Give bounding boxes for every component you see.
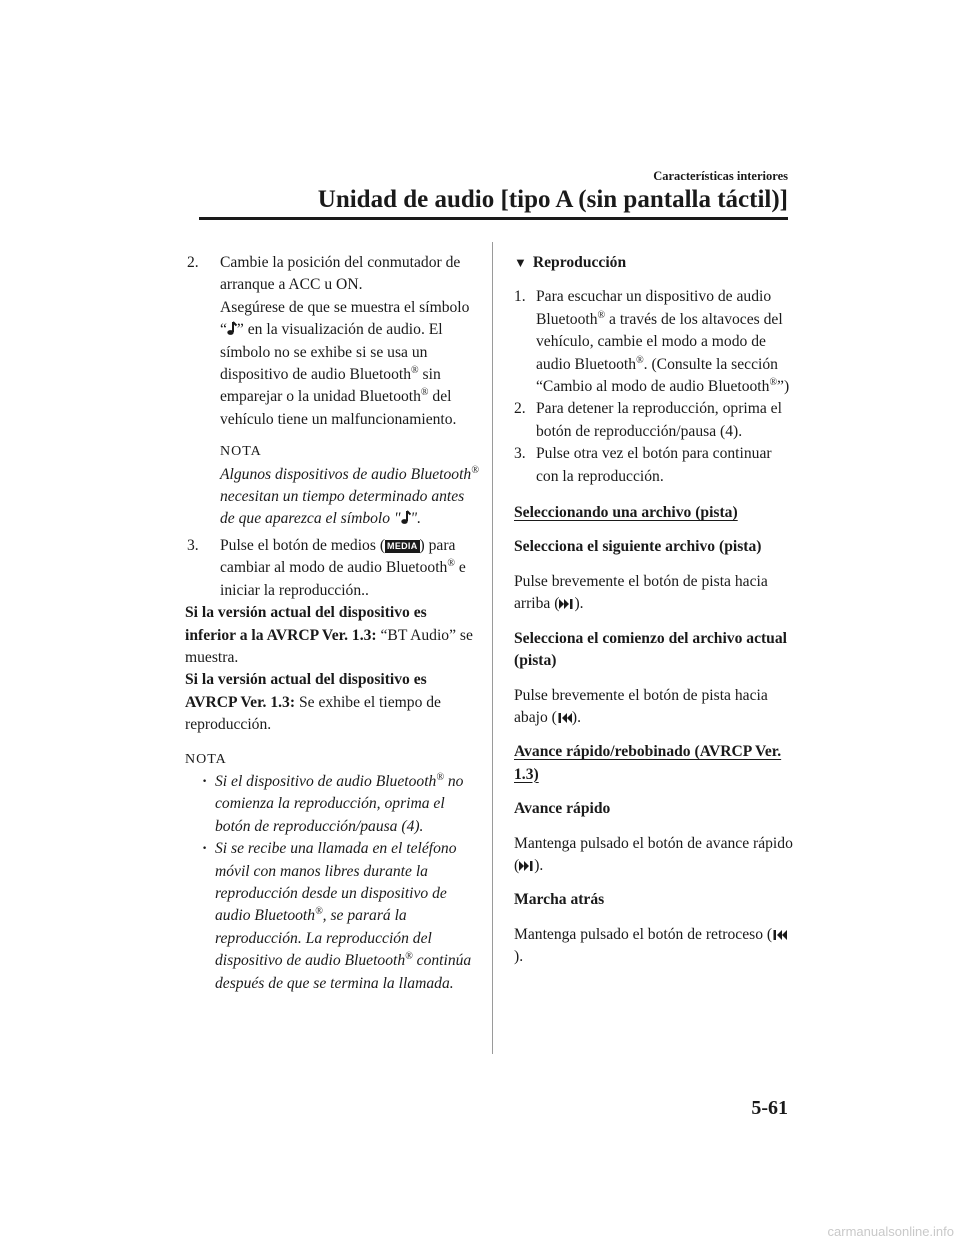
right-column bbox=[514, 252, 796, 969]
note-text bbox=[220, 464, 479, 531]
registered-mark: ® bbox=[411, 365, 419, 377]
page-number: 5-61 bbox=[751, 1097, 788, 1119]
column-divider bbox=[492, 242, 493, 1054]
item-text-part: Pulse brevemente el botón de pista hacia abajo ( bbox=[514, 686, 768, 726]
registered-mark: ® bbox=[315, 906, 323, 918]
subsection-heading: Avance rápido/rebobinado (AVRCP Ver. 1.3) bbox=[514, 743, 782, 783]
version-low-text: “BT Audio” se muestra. bbox=[185, 626, 473, 666]
step-number: 2. bbox=[514, 400, 526, 418]
header-rule bbox=[199, 217, 788, 220]
step-text: a través de los altavoces del vehículo, cambie el modo a modo de audio Bluetooth bbox=[536, 310, 783, 373]
note-title: NOTA bbox=[220, 444, 262, 460]
item-text-part: Mantenga pulsado el botón de avance rápido ( bbox=[514, 834, 793, 874]
steps-list-left bbox=[185, 252, 479, 602]
registered-mark: ® bbox=[405, 951, 413, 963]
note-text-part: ". bbox=[410, 510, 421, 528]
step-text: . (Consulte la sección “Cambio al modo de audio Bluetooth bbox=[536, 355, 778, 396]
page-title: Unidad de audio [tipo A (sin pantalla táctil)] bbox=[317, 186, 788, 213]
item-heading: Selecciona el siguiente archivo (pista) bbox=[514, 538, 762, 556]
step-text: Asegúrese de que se muestra el símbolo “ bbox=[220, 298, 470, 339]
rewind-icon bbox=[772, 929, 787, 941]
step-text: Para escuchar un dispositivo de audio Bluetooth bbox=[536, 288, 772, 328]
step-text: del vehículo tiene un malfuncionamiento. bbox=[220, 388, 457, 428]
item-heading: Avance rápido bbox=[514, 800, 611, 818]
registered-mark: ® bbox=[597, 309, 606, 321]
step-text: ” en la visualización de audio. El símbolo no se exhibe si se usa un dispositivo de audio Bluetooth bbox=[220, 321, 443, 384]
item-text-part: ). bbox=[571, 708, 581, 726]
note-block bbox=[220, 441, 479, 531]
item-text bbox=[514, 571, 796, 616]
step-text: ”) bbox=[777, 378, 790, 396]
item-text-part: Mantenga pulsado el botón de retroceso ( bbox=[514, 925, 773, 943]
item-text-part: ). bbox=[574, 595, 584, 613]
item-text bbox=[514, 924, 796, 969]
item-text-part: Pulse brevemente el botón de pista hacia arriba ( bbox=[514, 572, 768, 613]
step-text: Para detener la reproducción, oprima el botón de reproducción/pausa (4). bbox=[536, 400, 782, 440]
bullet-text: continúa después de que se termina la llamada. bbox=[215, 952, 472, 992]
version-low-paragraph bbox=[185, 602, 479, 669]
bullet-text: , se parará la reproducción. La reproducción del dispositivo de audio Bluetooth bbox=[215, 907, 432, 970]
note-bullet bbox=[185, 771, 479, 838]
section-label: Características interiores bbox=[653, 169, 788, 183]
bluetooth-audio-icon bbox=[227, 321, 237, 336]
bullet-text: Si el dispositivo de audio Bluetooth bbox=[215, 772, 437, 790]
version-eq-label: Si la versión actual del dispositivo es AVRCP Ver. 1.3: bbox=[185, 671, 427, 711]
note-text-part: Algunos dispositivos de audio Bluetooth bbox=[220, 465, 472, 483]
step-text: Pulse el botón de medios ( bbox=[220, 536, 386, 554]
item-text-part: ). bbox=[514, 948, 524, 966]
watermark: carmanualsonline.info bbox=[827, 1224, 954, 1239]
registered-mark: ® bbox=[636, 354, 644, 366]
section-heading bbox=[514, 252, 796, 274]
step-text: Pulse otra vez el botón para continuar con la reproducción. bbox=[536, 445, 772, 485]
version-low-label: Si la versión actual del dispositivo es inferior a la AVRCP Ver. 1.3: bbox=[185, 604, 427, 644]
step-text: e iniciar la reproducción.. bbox=[220, 559, 466, 599]
bullet-text: no comienza la reproducción, oprima el botón de reproducción/pausa (4). bbox=[215, 772, 464, 835]
note-bullet bbox=[185, 838, 479, 995]
step-text: Cambie la posición del conmutador de arranque a ACC u ON. bbox=[220, 254, 461, 294]
fast-forward-icon bbox=[519, 860, 534, 872]
bluetooth-audio-icon bbox=[401, 510, 411, 525]
registered-mark: ® bbox=[769, 377, 778, 389]
step-text: ) para cambiar al modo de audio Bluetooth bbox=[220, 536, 456, 577]
item-text bbox=[514, 685, 796, 730]
step-1 bbox=[514, 286, 796, 398]
step-number: 3. bbox=[514, 445, 526, 463]
step-number: 2. bbox=[187, 254, 199, 271]
track-down-icon bbox=[557, 712, 572, 724]
step-3 bbox=[185, 535, 479, 602]
section-heading-text: Reproducción bbox=[532, 254, 627, 271]
item-text-part: ). bbox=[534, 856, 544, 874]
note-text-part: necesitan un tiempo determinado antes de que aparezca el símbolo " bbox=[220, 488, 465, 528]
registered-mark: ® bbox=[420, 387, 429, 399]
left-column bbox=[185, 252, 479, 995]
step-2 bbox=[185, 252, 479, 531]
subsection-heading: Seleccionando una archivo (pista) bbox=[514, 504, 738, 522]
step-number: 3. bbox=[187, 536, 199, 554]
track-up-icon bbox=[559, 598, 574, 610]
note-bullets bbox=[185, 771, 479, 995]
step-number: 1. bbox=[514, 288, 526, 306]
version-eq-paragraph bbox=[185, 669, 479, 736]
step-2 bbox=[514, 398, 796, 443]
triangle-marker-icon: ▼ bbox=[514, 255, 527, 270]
steps-list-right bbox=[514, 286, 796, 488]
media-button-icon: MEDIA bbox=[387, 540, 418, 551]
item-heading: Marcha atrás bbox=[514, 891, 605, 909]
registered-mark: ® bbox=[447, 558, 455, 570]
step-3 bbox=[514, 443, 796, 488]
registered-mark: ® bbox=[471, 464, 479, 476]
step-text: sin emparejar o la unidad Bluetooth bbox=[220, 366, 441, 406]
registered-mark: ® bbox=[436, 771, 444, 783]
item-heading: Selecciona el comienzo del archivo actual (pista) bbox=[514, 629, 787, 670]
item-text bbox=[514, 833, 796, 878]
bullet-text: Si se recibe una llamada en el teléfono móvil con manos libres durante la reproducción desde un dispositivo de audio Bluetooth bbox=[215, 840, 457, 925]
version-eq-text: Se exhibe el tiempo de reproducción. bbox=[185, 693, 441, 734]
note-title: NOTA bbox=[185, 751, 227, 767]
